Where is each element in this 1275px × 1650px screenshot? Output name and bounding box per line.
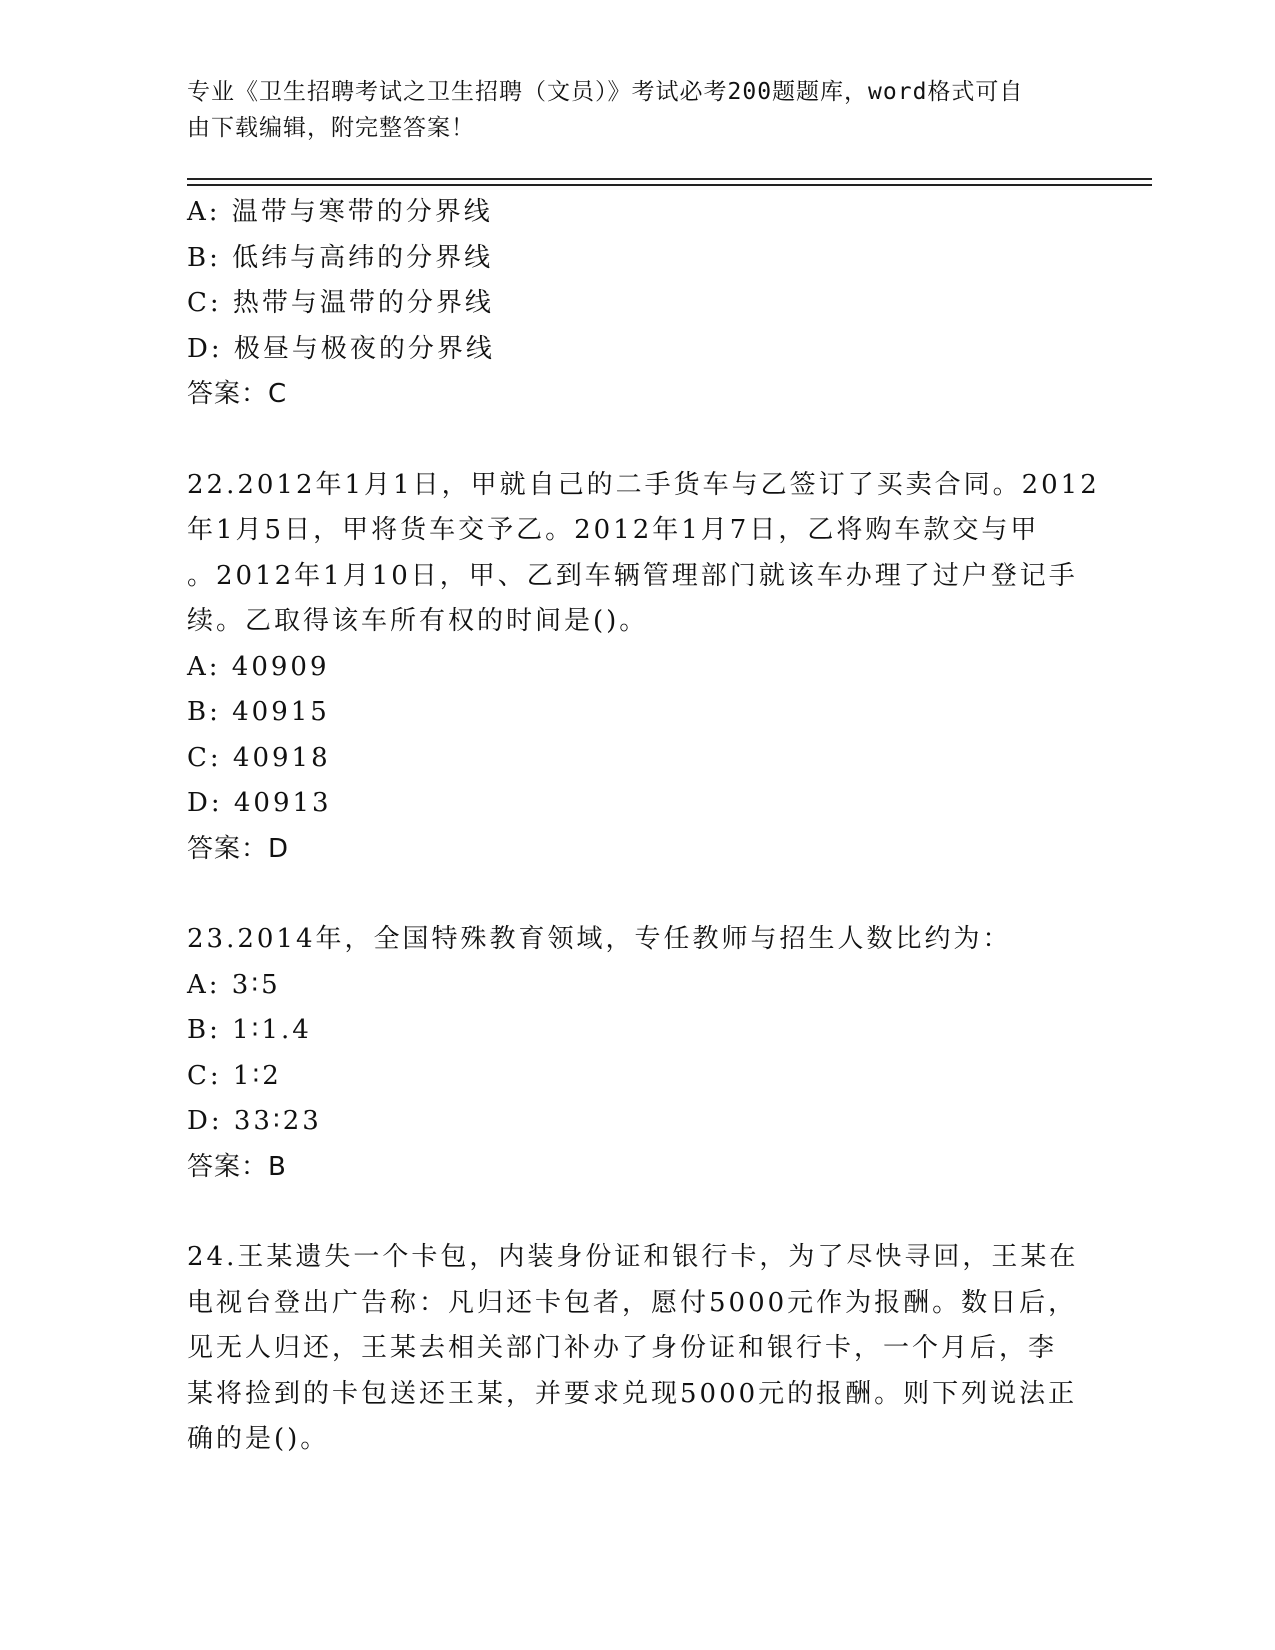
- document-header: [187, 74, 1067, 146]
- header-line-1: 专业《卫生招聘考试之卫生招聘（文员）》考试必考200题题库，word格式可自: [187, 79, 1024, 105]
- stem-line: 。2012年1月10日，甲、乙到车辆管理部门就该车办理了过户登记手: [187, 560, 1078, 591]
- stem-line: 24.王某遗失一个卡包，内装身份证和银行卡，为了尽快寻回，王某在: [187, 1242, 1079, 1272]
- option-c: C: 1∶2: [187, 1060, 282, 1091]
- stem-line: 电视台登出广告称：凡归还卡包者，愿付5000元作为报酬。数日后，: [187, 1287, 1078, 1318]
- option-b: B: 低纬与高纬的分界线: [187, 242, 494, 273]
- answer: 答案：B: [187, 1151, 287, 1182]
- option-c: C: 40918: [187, 742, 331, 773]
- option-a: A: 温带与寒带的分界线: [187, 197, 493, 227]
- stem-line: 23.2014年，全国特殊教育领域，专任教师与招生人数比约为：: [187, 924, 1012, 954]
- stem-line: 某将捡到的卡包送还王某，并要求兑现5000元的报酬。则下列说法正: [187, 1378, 1078, 1409]
- question-stem: [187, 463, 1100, 645]
- answer: 答案：D: [187, 833, 290, 864]
- option-c: C: 热带与温带的分界线: [187, 288, 494, 318]
- stem-line: 确的是()。: [187, 1424, 330, 1454]
- spacer: [187, 418, 1087, 463]
- option-d: D: 极昼与极夜的分界线: [187, 333, 495, 364]
- option-a: A: 40909: [187, 651, 330, 682]
- question-22: [187, 463, 1100, 873]
- question-stem: [187, 1235, 1087, 1463]
- spacer: [187, 1190, 1087, 1235]
- header-line-2: 由下载编辑，附完整答案！: [187, 115, 475, 141]
- question-stem: [187, 917, 1087, 963]
- header-divider-bottom: [187, 184, 1152, 186]
- answer: 答案：C: [187, 379, 288, 409]
- question-23: [187, 917, 1087, 1190]
- stem-line: 22.2012年1月1日，甲就自己的二手货车与乙签订了买卖合同。2012: [187, 469, 1100, 500]
- option-b: B: 40915: [187, 697, 330, 727]
- stem-line: 年1月5日，甲将货车交予乙。2012年1月7日，乙将购车款交与甲: [187, 515, 1040, 545]
- stem-line: 见无人归还，王某去相关部门补办了身份证和银行卡，一个月后，李: [187, 1333, 1058, 1363]
- option-d: D: 40913: [187, 788, 332, 818]
- stem-line: 续。乙取得该车所有权的时间是()。: [187, 606, 649, 636]
- option-b: B: 1∶1.4: [187, 1015, 312, 1045]
- question-24: [187, 1235, 1087, 1463]
- question-content: [187, 190, 1100, 1463]
- option-d: D: 33∶23: [187, 1106, 322, 1136]
- option-a: A: 3∶5: [187, 969, 281, 1000]
- question-21: [187, 190, 1087, 418]
- header-divider-top: [187, 178, 1152, 180]
- spacer: [187, 872, 1087, 917]
